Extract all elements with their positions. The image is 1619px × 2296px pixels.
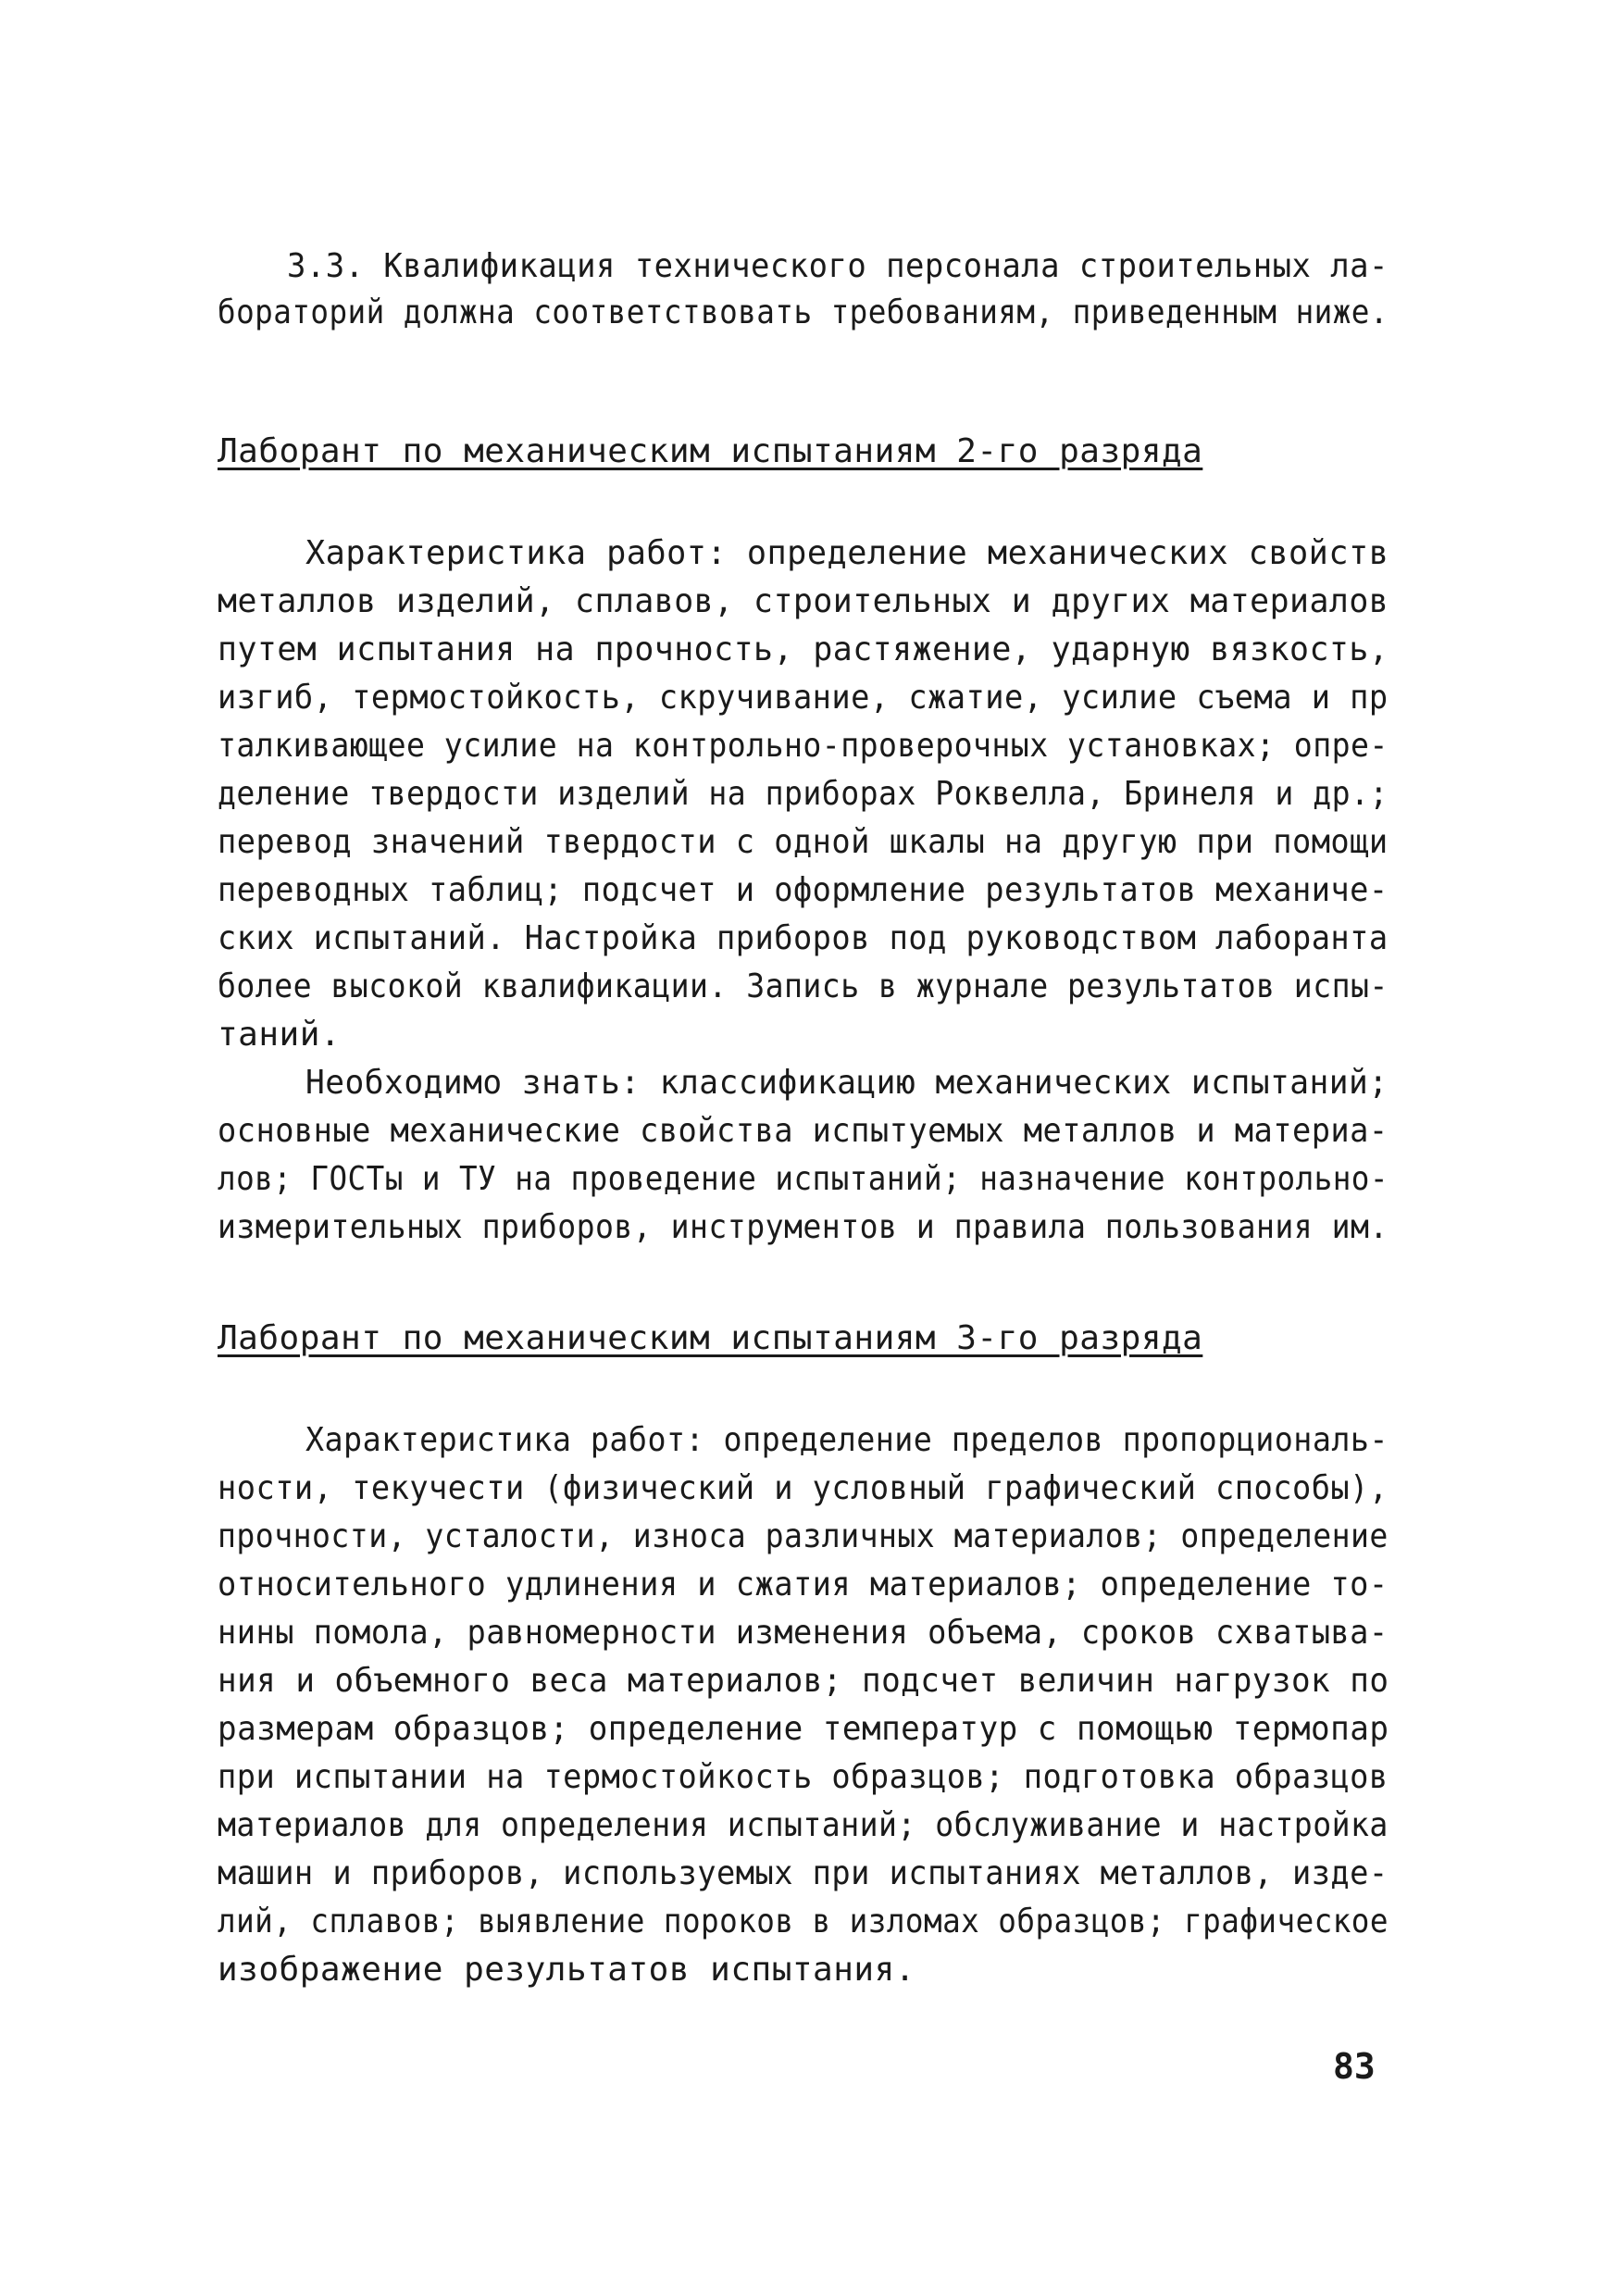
grade-3-work-line-5: нины помола, равномерности изменения объема, сроков схватыва- — [218, 1614, 1389, 1652]
grade-3-work-line-1: Характеристика работ: определение пределов пропорциональ- — [305, 1421, 1389, 1459]
grade-3-heading: Лаборант по механическим испытаниям 3-го разряда — [218, 1319, 1203, 1357]
grade-2-work-line-7: перевод значений твердости с одной шкалы на другую при помощи — [218, 823, 1389, 861]
grade-2-work-line-4: изгиб, термостойкость, скручивание, сжатие, усилие съема и пр — [218, 679, 1389, 717]
grade-3-work-line-9: материалов для определения испытаний; обслуживание и настройка — [218, 1806, 1389, 1844]
grade-2-knowledge-line-4: измерительных приборов, инструментов и правила пользования им. — [218, 1208, 1389, 1246]
section-3-3-line-1: 3.3. Квалификация технического персонала строительных ла- — [287, 247, 1389, 285]
grade-3-work-line-12: изображение результатов испытания. — [218, 1951, 915, 1989]
grade-2-heading: Лаборант по механическим испытаниям 2-го разряда — [218, 432, 1203, 470]
grade-3-work-line-6: ния и объемного веса материалов; подсчет величин нагрузок по — [218, 1662, 1389, 1700]
grade-2-work-line-1: Характеристика работ: определение механических свойств — [305, 534, 1389, 572]
page-number: 83 — [1333, 2046, 1376, 2087]
section-3-3-line-2: бораторий должна соответствовать требованиям, приведенным ниже. — [218, 293, 1389, 331]
grade-3-work-line-3: прочности, усталости, износа различных материалов; определение — [218, 1517, 1389, 1555]
grade-3-work-line-7: размерам образцов; определение температур с помощью термопар — [218, 1710, 1389, 1748]
grade-3-work-line-2: ности, текучести (физический и условный графический способы), — [218, 1469, 1389, 1507]
grade-2-work-line-11: таний. — [218, 1016, 342, 1054]
grade-2-knowledge-line-3: лов; ГОСТы и ТУ на проведение испытаний; назначение контрольно- — [218, 1160, 1389, 1198]
grade-2-work-line-6: деление твердости изделий на приборах Роквелла, Бринеля и др.; — [218, 775, 1389, 813]
grade-3-work-line-10: машин и приборов, используемых при испытаниях металлов, изде- — [218, 1854, 1389, 1892]
grade-2-work-line-3: путем испытания на прочность, растяжение, ударную вязкость, — [218, 630, 1389, 668]
grade-2-work-line-2: металлов изделий, сплавов, строительных и других материалов — [218, 582, 1389, 620]
grade-3-work-line-11: лий, сплавов; выявление пороков в изломах образцов; графическое — [218, 1903, 1389, 1940]
grade-2-work-line-5: талкивающее усилие на контрольно-проверочных установках; опре- — [218, 727, 1389, 765]
grade-2-work-line-10: более высокой квалификации. Запись в журнале результатов испы- — [218, 967, 1389, 1005]
grade-2-knowledge-line-1: Необходимо знать: классификацию механических испытаний; — [305, 1064, 1389, 1102]
grade-2-work-line-9: ских испытаний. Настройка приборов под руководством лаборанта — [218, 919, 1389, 957]
grade-3-work-line-4: относительного удлинения и сжатия материалов; определение то- — [218, 1566, 1389, 1603]
grade-2-work-line-8: переводных таблиц; подсчет и оформление результатов механиче- — [218, 871, 1389, 909]
grade-3-work-line-8: при испытании на термостойкость образцов; подготовка образцов — [218, 1758, 1389, 1796]
grade-2-knowledge-line-2: основные механические свойства испытуемых металлов и материа- — [218, 1112, 1389, 1150]
